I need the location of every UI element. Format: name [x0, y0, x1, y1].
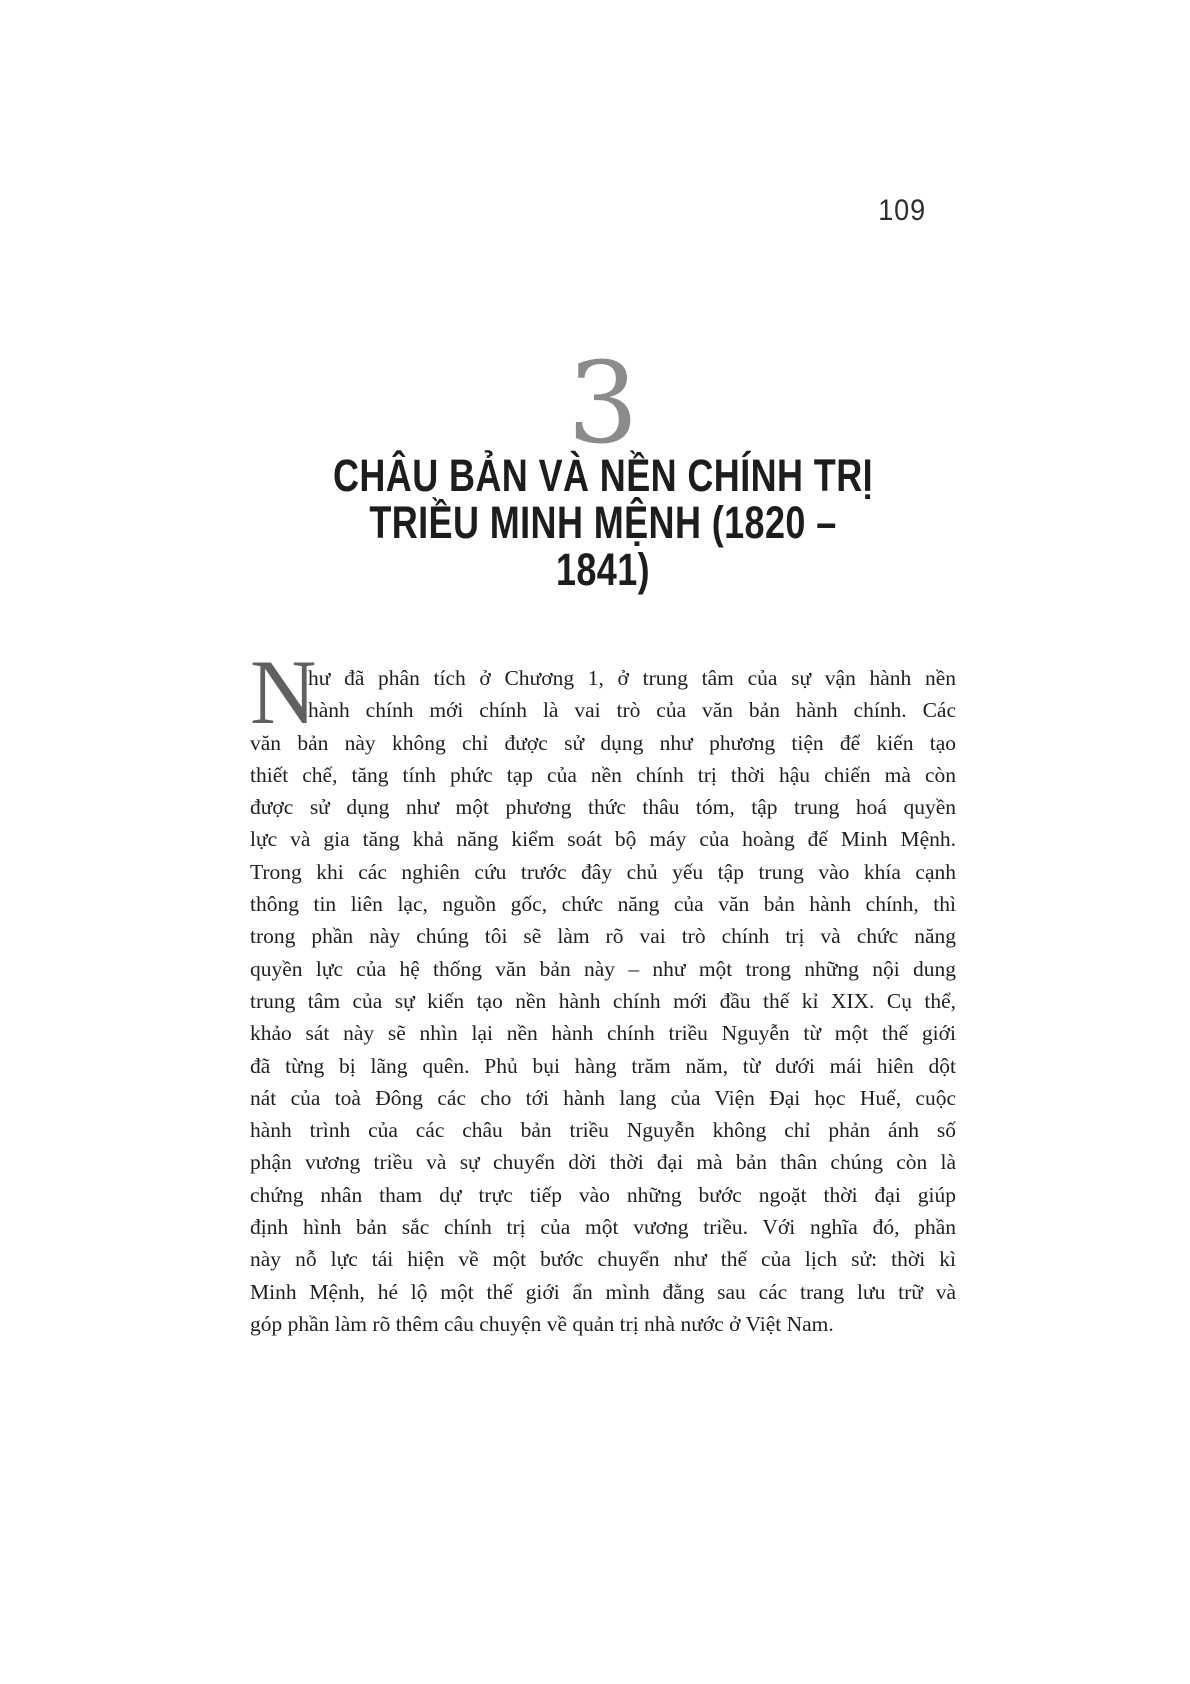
- paragraph-line: đã từng bị lãng quên. Phủ bụi hàng trăm năm, từ dưới mái hiên dột: [250, 1053, 956, 1078]
- paragraph-line: được sử dụng như một phương thức thâu tóm, tập trung hoá quyền: [250, 795, 956, 820]
- paragraph-line: văn bản này không chỉ được sử dụng như phương tiện để kiến tạo: [250, 730, 956, 755]
- paragraph-line: quyền lực của hệ thống văn bản này – như một trong những nội dung: [250, 956, 956, 981]
- chapter-title: [321, 452, 886, 593]
- paragraph-line: chứng nhân tham dự trực tiếp vào những bước ngoặt thời đại giúp: [250, 1182, 956, 1207]
- paragraph-line: định hình bản sắc chính trị của một vương triều. Với nghĩa đó, phần: [250, 1215, 956, 1240]
- paragraph-line: Minh Mệnh, hé lộ một thế giới ẩn mình đằng sau các trang lưu trữ và: [250, 1279, 956, 1304]
- chapter-opening-paragraph: [250, 641, 956, 1340]
- paragraph-line: phận vương triều và sự chuyển dời thời đại mà bản thân chúng còn là: [250, 1150, 956, 1175]
- paragraph-line: thiết chế, tăng tính phức tạp của nền chính trị thời hậu chiến mà còn: [250, 762, 956, 787]
- paragraph-line: nát của toà Đông các cho tới hành lang của Viện Đại học Huế, cuộc: [250, 1085, 956, 1110]
- chapter-title-line2: TRIỀU MINH MỆNH (1820 – 1841): [369, 497, 837, 595]
- paragraph-line: hư đã phân tích ở Chương 1, ở trung tâm của sự vận hành nền: [308, 666, 956, 690]
- paragraph-line: hành chính mới chính là vai trò của văn bản hành chính. Các: [308, 698, 956, 723]
- chapter-title-line1: CHÂU BẢN VÀ NỀN CHÍNH TRỊ: [333, 450, 873, 501]
- paragraph-line: lực và gia tăng khả năng kiểm soát bộ máy của hoàng đế Minh Mệnh.: [250, 827, 956, 852]
- paragraph-line: khảo sát này sẽ nhìn lại nền hành chính triều Nguyễn từ một thế giới: [250, 1021, 956, 1046]
- paragraph-line: trong phần này chúng tôi sẽ làm rõ vai trò chính trị và chức năng: [250, 924, 956, 949]
- paragraph-line: thông tin liên lạc, nguồn gốc, chức năng của văn bản hành chính, thì: [250, 892, 956, 917]
- paragraph-line: góp phần làm rõ thêm câu chuyện về quản trị nhà nước ở Việt Nam.: [250, 1311, 834, 1336]
- paragraph-line: Trong khi các nghiên cứu trước đây chủ yếu tập trung vào khía cạnh: [250, 859, 956, 884]
- chapter-number: 3: [567, 339, 639, 469]
- drop-cap: N: [250, 641, 317, 743]
- paragraph-line: này nỗ lực tái hiện về một bước chuyển như thế của lịch sử: thời kì: [250, 1247, 956, 1272]
- paragraph-line: trung tâm của sự kiến tạo nền hành chính mới đầu thế kỉ XIX. Cụ thể,: [250, 988, 956, 1013]
- page-number: 109: [878, 194, 926, 227]
- paragraph-line: hành trình của các châu bản triều Nguyễn không chỉ phản ánh số: [250, 1118, 956, 1143]
